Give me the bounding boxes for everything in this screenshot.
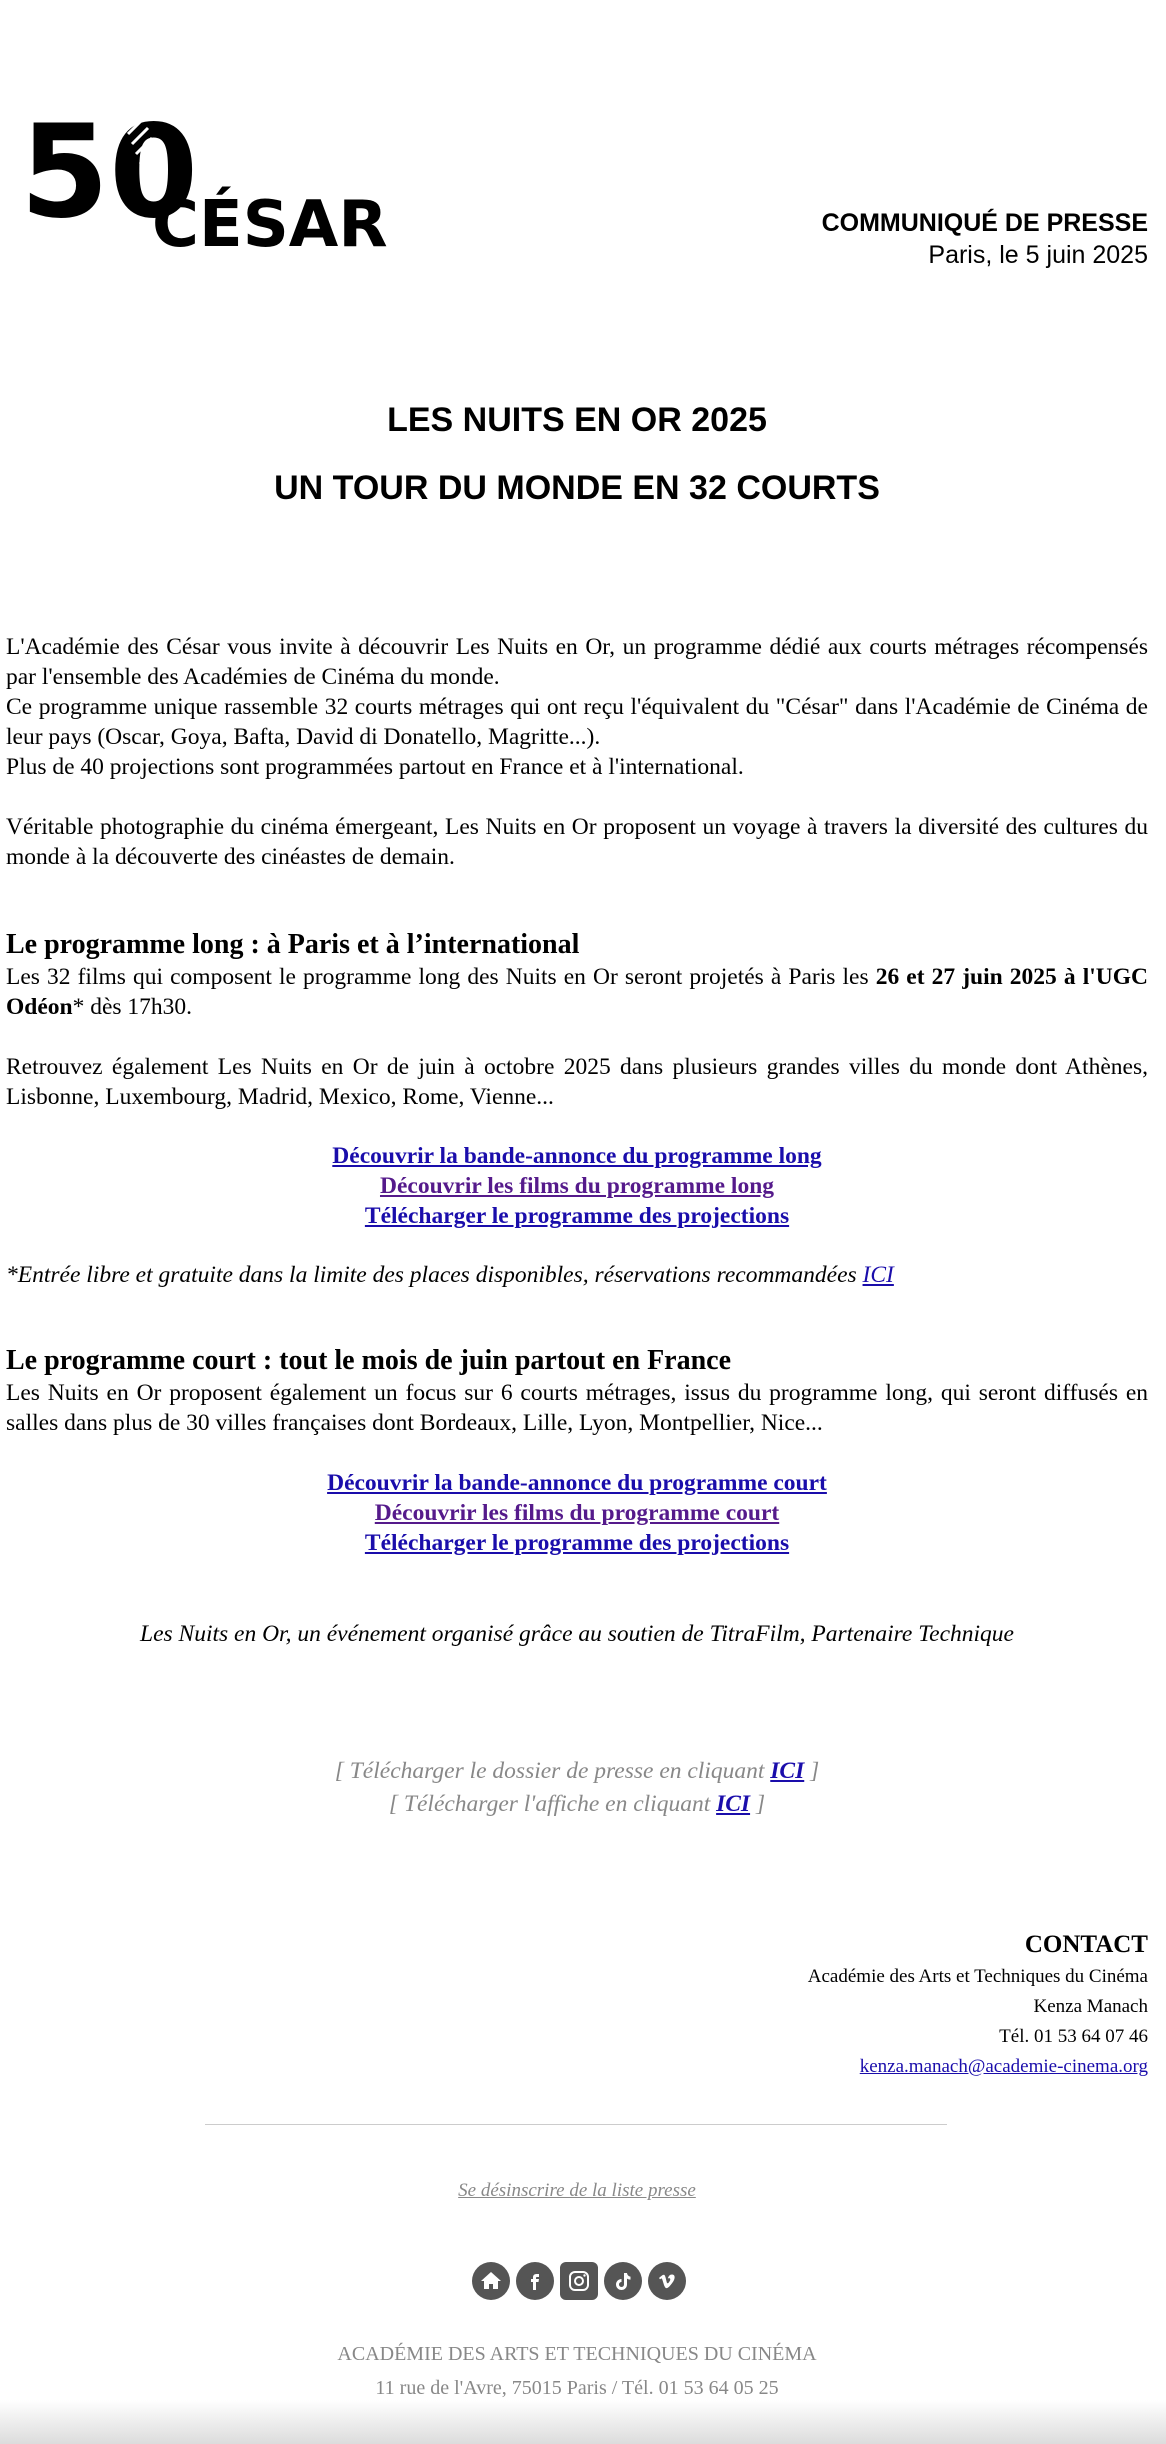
press-kit-end: ]: [804, 1758, 820, 1784]
short-trailer-link[interactable]: Découvrir la bande-annonce du programme court: [327, 1470, 827, 1496]
poster-link[interactable]: ICI: [716, 1791, 751, 1817]
logo-number: 50: [20, 104, 199, 247]
social-links: [472, 2262, 686, 2300]
intro-paragraph-1: L'Académie des César vous invite à découvrir Les Nuits en Or, un programme dédié aux courts métrages récompensés par l'ensemble des Académies de Cinéma du monde.: [6, 634, 1148, 690]
press-kit-link[interactable]: ICI: [770, 1758, 805, 1784]
long-program-paragraph-2: Retrouvez également Les Nuits en Or de juin à octobre 2025 dans plusieurs grandes villes du monde dont Athènes, Lisbonne, Luxembourg, Madrid, Mexico, Rome, Vienne...: [6, 1054, 1148, 1110]
footer: [0, 2337, 1154, 2405]
contact-org: Académie des Arts et Techniques du Cinéma: [807, 1966, 1148, 1987]
long-program-paragraph-1: [6, 962, 1148, 1022]
press-kit-line: [0, 1755, 1154, 1788]
bottom-fade: [0, 2400, 1166, 2444]
downloads-section: [0, 1755, 1154, 1821]
divider: [205, 2124, 947, 2125]
short-program-text: Les Nuits en Or proposent également un focus sur 6 courts métrages, issus du programme long, qui seront diffusés en salles dans plus de 30 villes françaises dont Bordeaux, Lille, Lyon, Montpellier, Nice...: [6, 1380, 1148, 1436]
reservation-note: [6, 1260, 1148, 1290]
cesar-50-logo: [20, 104, 410, 254]
page-title: [0, 396, 1154, 532]
short-program-heading: Le programme court : tout le mois de juin partout en France: [6, 1345, 732, 1376]
press-release-label: COMMUNIQUÉ DE PRESSE: [821, 209, 1148, 237]
contact-block: [808, 1928, 1148, 2082]
instagram-icon[interactable]: [560, 2262, 598, 2300]
contact-name: Kenza Manach: [1033, 1996, 1148, 2017]
intro-section: [6, 632, 1148, 872]
intro-paragraph-4: Véritable photographie du cinéma émergeant, Les Nuits en Or proposent un voyage à travers la diversité des cultures du monde à la découverte des cinéastes de demain.: [6, 814, 1148, 870]
long-trailer-link[interactable]: Découvrir la bande-annonce du programme long: [332, 1143, 822, 1169]
long-schedule-download-link[interactable]: Télécharger le programme des projections: [364, 1203, 790, 1229]
short-program-links: [0, 1468, 1154, 1558]
logo-name: CÉSAR: [152, 188, 388, 254]
press-header: [822, 206, 1148, 270]
vimeo-icon[interactable]: [648, 2262, 686, 2300]
sponsor-note: Les Nuits en Or, un événement organisé grâce au soutien de TitraFilm, Partenaire Technique: [140, 1621, 1014, 1647]
cesar-logo-graphic: [20, 104, 410, 254]
intro-paragraph-3: Plus de 40 projections sont programmées partout en France et à l'international.: [6, 754, 744, 780]
short-schedule-download-link[interactable]: Télécharger le programme des projections: [364, 1530, 790, 1556]
reservation-note-text: *Entrée libre et gratuite dans la limite des places disponibles, réservations recommandées: [6, 1262, 863, 1288]
long-program-links: [0, 1141, 1154, 1231]
poster-text: [ Télécharger l'affiche en cliquant: [388, 1791, 717, 1817]
intro-paragraph-2: Ce programme unique rassemble 32 courts métrages qui ont reçu l'équivalent du "César" dans l'Académie de Cinéma de leur pays (Oscar, Goya, Bafta, David di Donatello, Magritte...).: [6, 694, 1148, 750]
dateline: Paris, le 5 juin 2025: [928, 241, 1148, 269]
long-program-dates: 26 et 27 juin 2025 à l'UGC Odéon: [6, 964, 1148, 1020]
title-line-1: LES NUITS EN OR 2025: [387, 401, 767, 439]
poster-line: [0, 1788, 1154, 1821]
long-program-text-a: Les 32 films qui composent le programme long des Nuits en Or seront projetés à Paris les: [6, 964, 876, 990]
footer-address: 11 rue de l'Avre, 75015 Paris / Tél. 01 53 64 05 25: [375, 2377, 779, 2399]
reservation-link[interactable]: ICI: [862, 1262, 894, 1288]
title-line-2: UN TOUR DU MONDE EN 32 COURTS: [274, 469, 880, 507]
long-program-text: [6, 962, 1148, 1112]
long-program-text-b: * dès 17h30.: [72, 994, 193, 1020]
home-icon[interactable]: [472, 2262, 510, 2300]
short-films-link[interactable]: Découvrir les films du programme court: [374, 1500, 780, 1526]
long-films-link[interactable]: Découvrir les films du programme long: [379, 1173, 775, 1199]
press-kit-text: [ Télécharger le dossier de presse en cliquant: [334, 1758, 771, 1784]
facebook-icon[interactable]: [516, 2262, 554, 2300]
long-program-heading: Le programme long : à Paris et à l’international: [6, 929, 580, 960]
contact-email-link[interactable]: kenza.manach@academie-cinema.org: [859, 2056, 1148, 2077]
poster-end: ]: [750, 1791, 766, 1817]
contact-phone: Tél. 01 53 64 07 46: [999, 2026, 1148, 2047]
unsubscribe-link[interactable]: Se désinscrire de la liste presse: [458, 2180, 696, 2201]
contact-heading: CONTACT: [1024, 1931, 1148, 1958]
footer-org: ACADÉMIE DES ARTS ET TECHNIQUES DU CINÉMA: [337, 2343, 817, 2365]
tiktok-icon[interactable]: [604, 2262, 642, 2300]
